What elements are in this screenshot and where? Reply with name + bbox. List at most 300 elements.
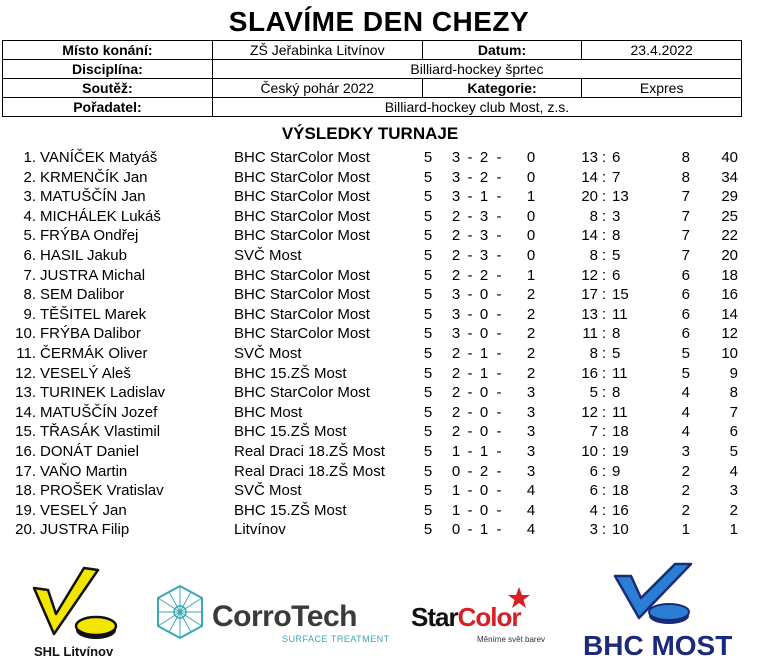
date-label: Datum: (422, 41, 582, 60)
ranking-score: 20 (721, 246, 738, 264)
ranking-score: 3 (729, 482, 738, 500)
points: 7 (681, 207, 690, 225)
goals-for: 7 (589, 423, 598, 441)
ranking-score: 4 (729, 462, 738, 480)
score-separator: - (467, 149, 473, 166)
ranking-score: 12 (721, 325, 738, 343)
draws: 1 (479, 521, 489, 539)
wins: 3 (451, 325, 461, 343)
draws: 2 (479, 149, 489, 166)
draws: 0 (479, 305, 489, 323)
goals-against: 13 (612, 188, 629, 206)
games-played: 5 (423, 149, 433, 166)
goals-for: 13 (581, 305, 598, 323)
draws: 0 (479, 482, 489, 500)
losses: 3 (526, 384, 536, 402)
wins: 3 (451, 305, 461, 323)
score-separator: - (496, 227, 502, 245)
ranking-score: 29 (721, 188, 738, 206)
ranking-score: 10 (721, 344, 738, 362)
score-separator: - (496, 149, 502, 166)
points: 3 (681, 442, 690, 460)
score-separator: - (496, 364, 502, 382)
goals-separator: : (601, 168, 607, 186)
shl-litvinov-icon (20, 560, 140, 650)
result-rank: 7. (23, 266, 36, 284)
goals-against: 8 (612, 227, 621, 245)
score-separator: - (496, 325, 502, 343)
goals-for: 5 (589, 384, 598, 402)
result-rank: 8. (23, 286, 36, 304)
starcolor-text-star: Star (411, 602, 458, 632)
club-name: BHC StarColor Most (234, 149, 370, 166)
goals-for: 6 (589, 462, 598, 480)
result-row (0, 226, 758, 246)
date-value: 23.4.2022 (582, 41, 742, 60)
info-row-competition (3, 79, 742, 98)
goals-separator: : (601, 325, 607, 343)
result-row (0, 187, 758, 207)
result-rank: 16. (15, 442, 36, 460)
player-name: KRMENČÍK Jan (40, 168, 148, 186)
ranking-score: 34 (721, 168, 738, 186)
result-row (0, 383, 758, 403)
ranking-score: 40 (721, 149, 738, 166)
games-played: 5 (423, 286, 433, 304)
player-name: VESELÝ Aleš (40, 364, 131, 382)
goals-for: 17 (581, 286, 598, 304)
losses: 2 (526, 305, 536, 323)
games-played: 5 (423, 188, 433, 206)
bhc-most-icon (595, 560, 715, 630)
club-name: BHC StarColor Most (234, 207, 370, 225)
goals-for: 11 (582, 325, 598, 343)
score-separator: - (467, 482, 473, 500)
result-rank: 18. (15, 482, 36, 500)
player-name: FRÝBA Dalibor (40, 325, 141, 343)
goals-separator: : (601, 246, 607, 264)
goals-separator: : (601, 482, 607, 500)
losses: 0 (526, 227, 536, 245)
games-played: 5 (423, 266, 433, 284)
player-name: DONÁT Daniel (40, 442, 139, 460)
losses: 4 (526, 501, 536, 519)
score-separator: - (496, 423, 502, 441)
player-name: TŘASÁK Vlastimil (40, 423, 161, 441)
goals-for: 8 (589, 246, 598, 264)
score-separator: - (467, 423, 473, 441)
games-played: 5 (423, 442, 433, 460)
draws: 1 (479, 344, 489, 362)
score-separator: - (467, 403, 473, 421)
losses: 2 (526, 286, 536, 304)
player-name: MATUŠČÍN Jozef (40, 403, 158, 421)
goals-separator: : (601, 442, 607, 460)
player-name: TURINEK Ladislav (40, 384, 166, 402)
losses: 1 (526, 188, 536, 206)
tournament-info-table (2, 40, 742, 117)
score-separator: - (496, 344, 502, 362)
draws: 3 (479, 246, 489, 264)
goals-against: 7 (612, 168, 621, 186)
club-name: BHC StarColor Most (234, 286, 370, 304)
result-rank: 10. (15, 325, 36, 343)
result-rank: 5. (23, 227, 36, 245)
starcolor-subtext: Měníme svět barev (477, 635, 546, 644)
draws: 3 (479, 227, 489, 245)
score-separator: - (467, 286, 473, 304)
score-separator: - (496, 442, 502, 460)
draws: 1 (479, 442, 489, 460)
result-row (0, 422, 758, 442)
losses: 2 (526, 364, 536, 382)
club-name: BHC StarColor Most (234, 188, 370, 206)
result-row (0, 266, 758, 286)
result-rank: 3. (23, 188, 36, 206)
wins: 2 (451, 266, 461, 284)
result-row (0, 324, 758, 344)
goals-against: 18 (612, 423, 629, 441)
wins: 0 (451, 521, 461, 539)
result-row (0, 501, 758, 521)
ranking-score: 18 (721, 266, 738, 284)
points: 4 (681, 403, 690, 421)
result-rank: 6. (23, 246, 36, 264)
goals-against: 3 (612, 207, 621, 225)
losses: 2 (526, 344, 536, 362)
goals-for: 12 (581, 403, 598, 421)
wins: 3 (451, 188, 461, 206)
score-separator: - (467, 266, 473, 284)
draws: 2 (479, 168, 489, 186)
result-rank: 2. (23, 168, 36, 186)
score-separator: - (467, 521, 473, 539)
wins: 1 (451, 442, 461, 460)
goals-for: 6 (589, 482, 598, 500)
result-rank: 20. (15, 521, 36, 539)
games-played: 5 (423, 384, 433, 402)
ranking-score: 25 (721, 207, 738, 225)
games-played: 5 (423, 344, 433, 362)
score-separator: - (496, 462, 502, 480)
club-name: SVČ Most (234, 482, 302, 500)
losses: 0 (526, 149, 536, 166)
score-separator: - (496, 482, 502, 500)
player-name: MICHÁLEK Lukáš (40, 207, 161, 225)
ranking-score: 7 (729, 403, 738, 421)
club-name: BHC StarColor Most (234, 325, 370, 343)
player-name: MATUŠČÍN Jan (40, 188, 146, 206)
losses: 3 (526, 442, 536, 460)
goals-separator: : (601, 521, 607, 539)
wins: 2 (451, 344, 461, 362)
games-played: 5 (423, 364, 433, 382)
wins: 2 (451, 246, 461, 264)
club-name: BHC 15.ZŠ Most (234, 423, 347, 441)
bhc-most-logo (575, 560, 735, 667)
points: 7 (681, 227, 690, 245)
result-row (0, 520, 758, 540)
points: 2 (681, 501, 690, 519)
club-name: Real Draci 18.ZŠ Most (234, 442, 385, 460)
score-separator: - (467, 344, 473, 362)
score-separator: - (496, 403, 502, 421)
draws: 1 (479, 188, 489, 206)
wins: 2 (451, 207, 461, 225)
starcolor-text-color: Color (457, 602, 521, 632)
draws: 2 (479, 462, 489, 480)
organizer-value: Billiard-hockey club Most, z.s. (212, 98, 741, 117)
score-separator: - (496, 266, 502, 284)
goals-for: 8 (589, 207, 598, 225)
score-separator: - (496, 521, 502, 539)
club-name: BHC StarColor Most (234, 266, 370, 284)
draws: 2 (479, 266, 489, 284)
info-row-venue (3, 41, 742, 60)
draws: 0 (479, 286, 489, 304)
points: 6 (681, 325, 690, 343)
draws: 0 (479, 325, 489, 343)
club-name: BHC StarColor Most (234, 168, 370, 186)
losses: 0 (526, 207, 536, 225)
score-separator: - (467, 227, 473, 245)
player-name: ČERMÁK Oliver (40, 344, 148, 362)
results-list (0, 148, 758, 540)
points: 6 (681, 286, 690, 304)
games-played: 5 (423, 227, 433, 245)
points: 1 (681, 521, 690, 539)
ranking-score: 1 (729, 521, 738, 539)
result-row (0, 344, 758, 364)
goals-separator: : (601, 227, 607, 245)
goals-separator: : (601, 462, 607, 480)
goals-against: 6 (612, 266, 621, 284)
points: 7 (681, 188, 690, 206)
player-name: FRÝBA Ondřej (40, 227, 139, 245)
goals-separator: : (601, 344, 607, 362)
goals-against: 11 (612, 364, 628, 382)
player-name: TĚŠITEL Marek (40, 305, 147, 323)
wins: 1 (451, 482, 461, 500)
goals-against: 9 (612, 462, 621, 480)
games-played: 5 (423, 246, 433, 264)
goals-for: 16 (581, 364, 598, 382)
games-played: 5 (423, 403, 433, 421)
goals-for: 8 (589, 344, 598, 362)
wins: 0 (451, 462, 461, 480)
points: 4 (681, 423, 690, 441)
result-rank: 1. (23, 149, 36, 166)
organizer-label: Pořadatel: (3, 98, 213, 117)
points: 2 (681, 462, 690, 480)
draws: 0 (479, 423, 489, 441)
score-separator: - (467, 207, 473, 225)
club-name: BHC 15.ZŠ Most (234, 364, 347, 382)
corrotech-logo (150, 560, 390, 667)
goals-separator: : (601, 403, 607, 421)
goals-separator: : (601, 364, 607, 382)
draws: 3 (479, 207, 489, 225)
player-name: PROŠEK Vratislav (40, 482, 164, 500)
ranking-score: 6 (729, 423, 738, 441)
goals-for: 14 (581, 168, 598, 186)
player-name: JUSTRA Filip (40, 521, 130, 539)
result-rank: 13. (15, 384, 36, 402)
goals-separator: : (601, 149, 607, 166)
result-rank: 12. (15, 364, 36, 382)
result-rank: 15. (15, 423, 36, 441)
points: 8 (681, 149, 690, 166)
club-name: Real Draci 18.ZŠ Most (234, 462, 385, 480)
wins: 2 (451, 403, 461, 421)
goals-separator: : (601, 266, 607, 284)
starcolor-logo (405, 560, 555, 667)
result-rank: 11. (16, 344, 36, 362)
result-row (0, 442, 758, 462)
ranking-score: 16 (721, 286, 738, 304)
games-played: 5 (423, 168, 433, 186)
result-row (0, 305, 758, 325)
club-name: BHC StarColor Most (234, 384, 370, 402)
points: 2 (681, 482, 690, 500)
games-played: 5 (423, 305, 433, 323)
draws: 0 (479, 403, 489, 421)
result-rank: 19. (15, 501, 36, 519)
losses: 2 (526, 325, 536, 343)
losses: 4 (526, 521, 536, 539)
wins: 1 (451, 501, 461, 519)
goals-separator: : (601, 384, 607, 402)
ranking-score: 8 (729, 384, 738, 402)
shl-litvinov-text: SHL Litvínov (34, 644, 114, 659)
wins: 2 (451, 423, 461, 441)
shl-litvinov-logo (20, 560, 140, 667)
page-title: SLAVÍME DEN CHEZY (228, 6, 530, 37)
goals-against: 8 (612, 384, 621, 402)
result-row (0, 364, 758, 384)
player-name: JUSTRA Michal (40, 266, 146, 284)
goals-against: 5 (612, 344, 621, 362)
club-name: BHC Most (234, 403, 303, 421)
corrotech-icon (152, 580, 208, 660)
bhc-most-text: BHC MOST (583, 630, 733, 661)
goals-for: 20 (581, 188, 598, 206)
result-row (0, 462, 758, 482)
result-row (0, 403, 758, 423)
goals-for: 4 (589, 501, 598, 519)
goals-against: 5 (612, 246, 621, 264)
goals-for: 12 (581, 266, 598, 284)
result-rank: 14. (15, 403, 36, 421)
goals-against: 11 (612, 305, 628, 323)
info-row-discipline (3, 60, 742, 79)
goals-against: 15 (612, 286, 629, 304)
games-played: 5 (423, 462, 433, 480)
ranking-score: 22 (721, 227, 738, 245)
games-played: 5 (423, 521, 433, 539)
results-title: VÝSLEDKY TURNAJE (281, 124, 459, 143)
goals-separator: : (601, 423, 607, 441)
player-name: VAŇO Martin (40, 462, 128, 480)
losses: 3 (526, 403, 536, 421)
points: 6 (681, 305, 690, 323)
sponsor-logos (0, 560, 758, 667)
games-played: 5 (423, 423, 433, 441)
goals-for: 13 (581, 149, 598, 166)
club-name: Litvínov (234, 521, 286, 539)
score-separator: - (467, 188, 473, 206)
losses: 3 (526, 423, 536, 441)
result-rank: 17. (15, 462, 36, 480)
score-separator: - (496, 286, 502, 304)
score-separator: - (496, 501, 502, 519)
points: 4 (681, 384, 690, 402)
points: 8 (681, 168, 690, 186)
goals-against: 6 (612, 149, 621, 166)
score-separator: - (496, 305, 502, 323)
goals-for: 14 (581, 227, 598, 245)
goals-separator: : (601, 501, 607, 519)
score-separator: - (467, 442, 473, 460)
goals-separator: : (601, 305, 607, 323)
goals-separator: : (601, 207, 607, 225)
result-rank: 9. (23, 305, 36, 323)
games-played: 5 (423, 501, 433, 519)
score-separator: - (467, 305, 473, 323)
starcolor-text (411, 602, 520, 633)
competition-label: Soutěž: (3, 79, 213, 98)
result-row (0, 285, 758, 305)
games-played: 5 (423, 207, 433, 225)
wins: 3 (451, 286, 461, 304)
wins: 2 (451, 384, 461, 402)
points: 6 (681, 266, 690, 284)
score-separator: - (467, 364, 473, 382)
player-name: VESELÝ Jan (40, 501, 127, 519)
losses: 0 (526, 246, 536, 264)
games-played: 5 (423, 482, 433, 500)
points: 5 (681, 364, 690, 382)
losses: 3 (526, 462, 536, 480)
result-row (0, 148, 758, 168)
score-separator: - (467, 462, 473, 480)
draws: 0 (479, 501, 489, 519)
result-row (0, 207, 758, 227)
draws: 0 (479, 384, 489, 402)
wins: 2 (451, 227, 461, 245)
score-separator: - (496, 384, 502, 402)
discipline-label: Disciplína: (3, 60, 213, 79)
goals-against: 16 (612, 501, 629, 519)
venue-value: ZŠ Jeřabinka Litvínov (212, 41, 422, 60)
points: 5 (681, 344, 690, 362)
discipline-value: Billiard-hockey šprtec (212, 60, 741, 79)
goals-against: 8 (612, 325, 621, 343)
goals-against: 11 (612, 403, 628, 421)
result-row (0, 246, 758, 266)
ranking-score: 2 (729, 501, 738, 519)
club-name: BHC StarColor Most (234, 305, 370, 323)
score-separator: - (467, 246, 473, 264)
score-separator: - (467, 168, 473, 186)
category-label: Kategorie: (422, 79, 582, 98)
score-separator: - (467, 325, 473, 343)
club-name: SVČ Most (234, 246, 302, 264)
score-separator: - (467, 384, 473, 402)
losses: 4 (526, 482, 536, 500)
goals-for: 10 (581, 442, 598, 460)
wins: 3 (451, 168, 461, 186)
